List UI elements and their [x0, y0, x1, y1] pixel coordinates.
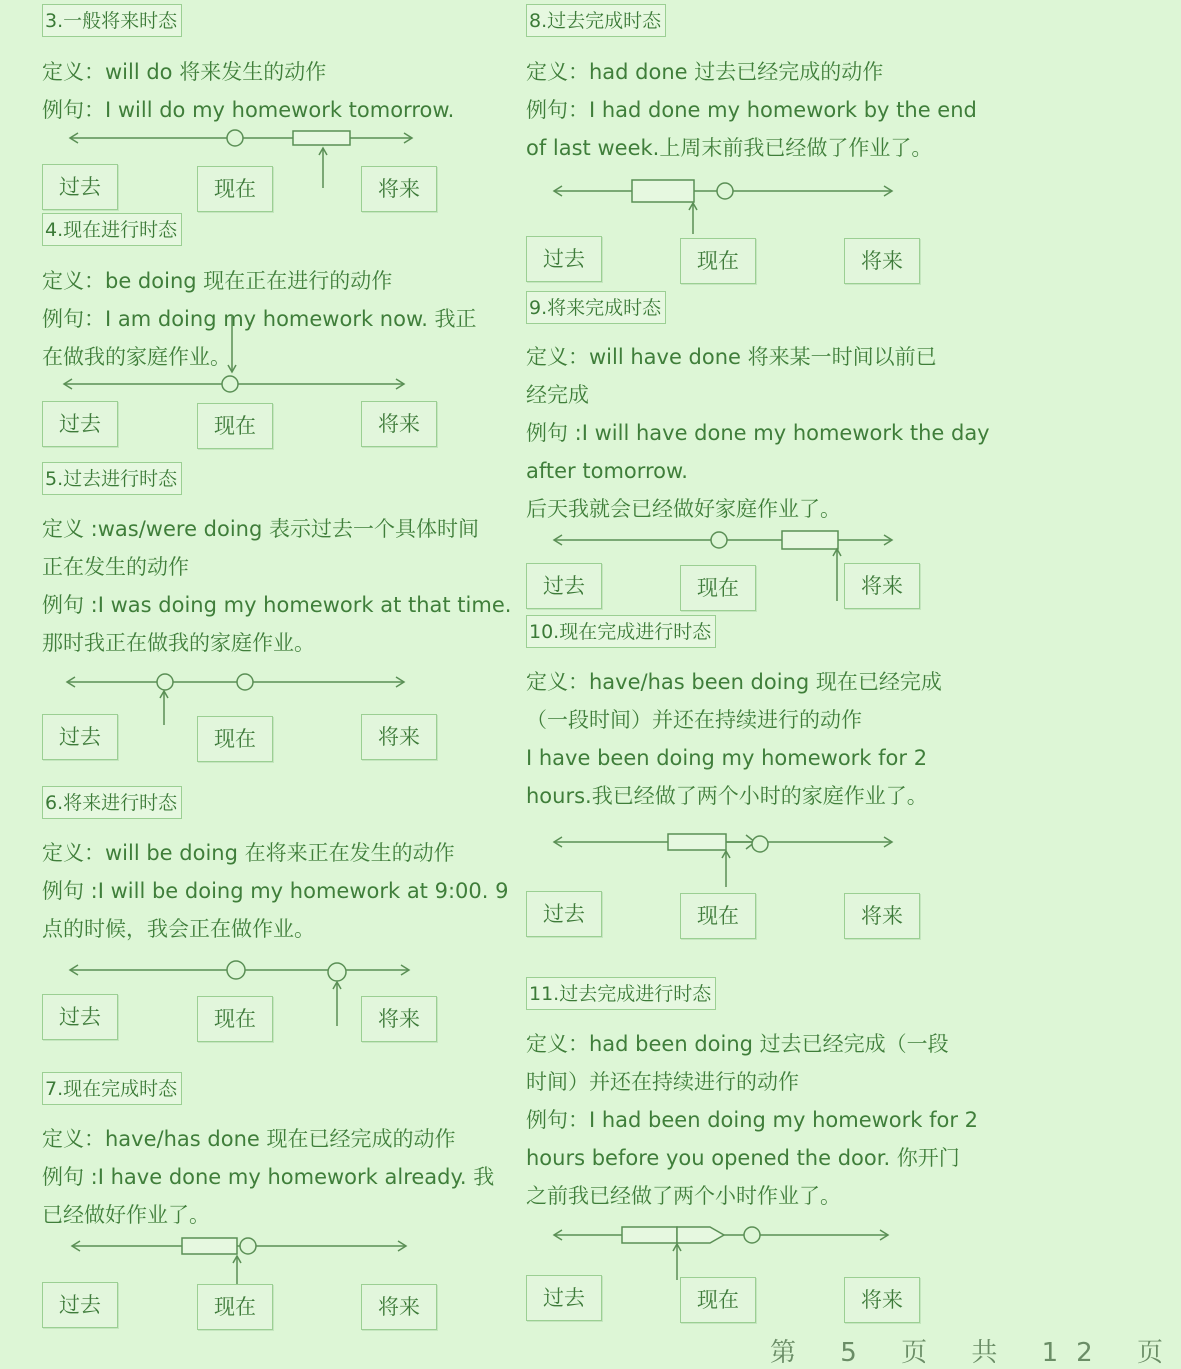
section-past-perfect-progressive	[526, 977, 996, 1327]
section-title: 4.现在进行时态	[42, 213, 182, 246]
now-box: 现在	[197, 403, 273, 449]
definition-text: 定义：have/has been doing 现在已经完成	[526, 670, 942, 694]
past-box: 过去	[42, 1282, 118, 1328]
timeline	[526, 525, 996, 611]
example-translation: 后天我就会已经做好家庭作业了。	[526, 497, 841, 521]
timeline	[42, 124, 512, 209]
future-box: 将来	[361, 1284, 437, 1330]
past-box: 过去	[526, 891, 602, 937]
past-box: 过去	[526, 1275, 602, 1321]
section-past-perfect	[526, 4, 996, 284]
section-present-perfect-progressive	[526, 615, 996, 945]
timeline	[42, 667, 512, 767]
now-box: 现在	[680, 238, 756, 284]
example-text: I have been doing my homework for 2	[526, 746, 928, 770]
page-number: 第 5 页 共 12 页	[770, 1338, 1181, 1368]
example-translation: 那时我正在做我的家庭作业。	[42, 631, 315, 655]
section-title: 7.现在完成时态	[42, 1072, 182, 1105]
section-title: 8.过去完成时态	[526, 4, 666, 37]
example-text-cont: after tomorrow.	[526, 459, 688, 483]
now-box: 现在	[680, 1277, 756, 1323]
now-box: 现在	[197, 996, 273, 1042]
future-box: 将来	[361, 714, 437, 760]
now-box: 现在	[680, 565, 756, 611]
definition-text: 定义：will do 将来发生的动作	[42, 60, 327, 84]
section-past-progressive	[42, 462, 512, 772]
example-translation: of last week.上周末前我已经做了作业了。	[526, 136, 933, 160]
future-box: 将来	[361, 401, 437, 447]
definition-text-cont: （一段时间）并还在持续进行的动作	[526, 708, 862, 732]
past-box: 过去	[42, 714, 118, 760]
example-text-cont: hours before you opened the door. 你开门	[526, 1146, 960, 1170]
example-translation: 已经做好作业了。	[42, 1203, 210, 1227]
section-future-perfect	[526, 291, 996, 611]
future-box: 将来	[844, 1277, 920, 1323]
future-box: 将来	[844, 893, 920, 939]
timeline	[42, 956, 512, 1046]
section-title: 9.将来完成时态	[526, 291, 666, 324]
section-present-perfect	[42, 1072, 512, 1342]
definition-text: 定义：will be doing 在将来正在发生的动作	[42, 841, 455, 865]
section-future-progressive	[42, 786, 512, 1046]
definition-text-cont: 正在发生的动作	[42, 555, 189, 579]
example-text: 例句 :I will have done my homework the day	[526, 421, 990, 445]
now-box: 现在	[197, 1284, 273, 1330]
future-box: 将来	[361, 996, 437, 1042]
example-text: 例句 :I was doing my homework at that time.	[42, 593, 512, 617]
definition-text: 定义：will have done 将来某一时间以前已	[526, 345, 937, 369]
now-box: 现在	[197, 166, 273, 212]
timeline	[526, 174, 996, 284]
definition-text: 定义：have/has done 现在已经完成的动作	[42, 1127, 456, 1151]
section-simple-future	[42, 4, 512, 209]
timeline	[526, 1222, 996, 1327]
section-title: 11.过去完成进行时态	[526, 977, 716, 1010]
section-title: 5.过去进行时态	[42, 462, 182, 495]
timeline	[42, 1232, 512, 1342]
definition-text-cont: 时间）并还在持续进行的动作	[526, 1070, 799, 1094]
definition-text-cont: 经完成	[526, 383, 589, 407]
definition-text: 定义 :was/were doing 表示过去一个具体时间	[42, 517, 479, 541]
past-box: 过去	[526, 236, 602, 282]
definition-text: 定义：be doing 现在正在进行的动作	[42, 269, 393, 293]
future-box: 将来	[844, 563, 920, 609]
future-box: 将来	[844, 238, 920, 284]
past-box: 过去	[42, 401, 118, 447]
now-box: 现在	[197, 716, 273, 762]
past-box: 过去	[526, 563, 602, 609]
example-text: 例句：I had been doing my homework for 2	[526, 1108, 979, 1132]
example-translation: 点的时候，我会正在做作业。	[42, 917, 315, 941]
example-text: 例句：I had done my homework by the end	[526, 98, 977, 122]
section-present-progressive	[42, 213, 512, 453]
example-text: 例句 :I will be doing my homework at 9:00. 9	[42, 879, 509, 903]
definition-text: 定义：had been doing 过去已经完成（一段	[526, 1032, 949, 1056]
section-title: 10.现在完成进行时态	[526, 615, 716, 648]
now-box: 现在	[680, 893, 756, 939]
past-box: 过去	[42, 994, 118, 1040]
example-translation: hours.我已经做了两个小时的家庭作业了。	[526, 784, 928, 808]
timeline	[42, 313, 512, 453]
future-box: 将来	[361, 166, 437, 212]
example-text: 例句：I will do my homework tomorrow.	[42, 98, 455, 122]
section-title: 6.将来进行时态	[42, 786, 182, 819]
section-title: 3.一般将来时态	[42, 4, 182, 37]
definition-text: 定义：had done 过去已经完成的动作	[526, 60, 884, 84]
timeline	[526, 825, 996, 945]
example-translation: 之前我已经做了两个小时作业了。	[526, 1184, 841, 1208]
example-text: 例句 :I have done my homework already. 我	[42, 1165, 495, 1189]
example-text: 例句：I am doing my homework now. 我正	[42, 307, 477, 331]
past-box: 过去	[42, 164, 118, 210]
example-translation: 在做我的家庭作业。	[42, 345, 231, 369]
